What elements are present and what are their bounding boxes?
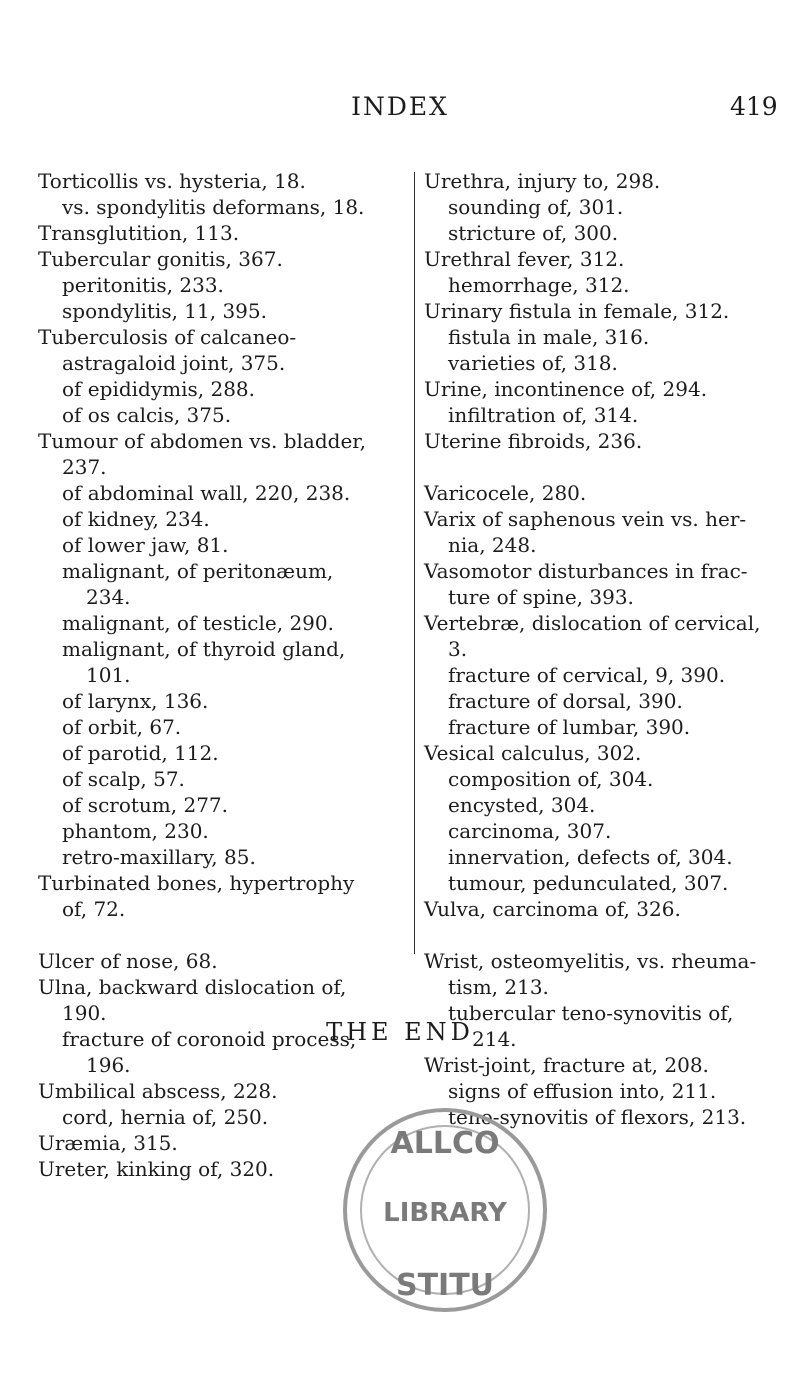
index-subentry: infiltration of, 314. <box>448 403 639 427</box>
stamp-middle-text: LIBRARY <box>383 1198 507 1228</box>
index-entry: Urethral fever, 312. <box>424 247 625 271</box>
index-entry: Tumour of abdomen vs. bladder, 237. <box>38 429 366 479</box>
index-entry: Urinary fistula in female, 312. <box>424 299 730 323</box>
index-subentry: sounding of, 301. <box>448 195 624 219</box>
index-subentry: of scrotum, 277. <box>62 793 228 817</box>
the-end-text: THE END <box>326 1018 474 1046</box>
index-subentry: of lower jaw, 81. <box>62 533 229 557</box>
index-subentry: hemorrhage, 312. <box>448 273 630 297</box>
index-entry: Varicocele, 280. <box>424 481 587 505</box>
index-entry: Uterine fibroids, 236. <box>424 429 643 453</box>
index-subentry: encysted, 304. <box>448 793 596 817</box>
index-entry: Tuberculosis of calcaneo-astragaloid joint, 375. <box>38 325 297 375</box>
index-entry: Ulcer of nose, 68. <box>38 949 218 973</box>
index-subentry: phantom, 230. <box>62 819 209 843</box>
index-subentry: fracture of coronoid process, 196. <box>62 1027 357 1077</box>
index-subentry: malignant, of peritonæum, 234. <box>62 559 334 609</box>
index-subentry: composition of, 304. <box>448 767 654 791</box>
index-entry: Torticollis vs. hysteria, 18. <box>38 169 306 193</box>
index-subentry: tumour, pedunculated, 307. <box>448 871 729 895</box>
index-list-right <box>424 168 764 1130</box>
index-entry: Wrist-joint, fracture at, 208. <box>424 1053 709 1077</box>
index-entry: Turbinated bones, hypertrophy of, 72. <box>38 871 355 921</box>
library-stamp <box>330 1095 560 1325</box>
index-subentry: carcinoma, 307. <box>448 819 612 843</box>
index-entry: Vasomotor disturbances in fracture of spine, 393. <box>424 559 748 609</box>
index-subentry: peritonitis, 233. <box>62 273 224 297</box>
index-subentry: fracture of lumbar, 390. <box>448 715 691 739</box>
index-subentry: of orbit, 67. <box>62 715 182 739</box>
index-entry: Transglutition, 113. <box>38 221 240 245</box>
index-subentry: of scalp, 57. <box>62 767 185 791</box>
index-subentry: stricture of, 300. <box>448 221 619 245</box>
index-entry: Umbilical abscess, 228. <box>38 1079 278 1103</box>
index-subentry: of os calcis, 375. <box>62 403 232 427</box>
index-subentry: cord, hernia of, 250. <box>62 1105 269 1129</box>
index-entry: Wrist, osteomyelitis, vs. rheumatism, 213. <box>424 949 757 999</box>
stamp-top-text: ALLCO <box>390 1126 500 1161</box>
index-subentry: of kidney, 234. <box>62 507 210 531</box>
index-subentry: of larynx, 136. <box>62 689 209 713</box>
column-divider <box>414 172 415 954</box>
index-subentry: malignant, of thyroid gland, 101. <box>62 637 346 687</box>
index-subentry: of abdominal wall, 220, 238. <box>62 481 351 505</box>
index-entry: Ulna, backward dislocation of, 190. <box>38 975 347 1025</box>
index-subentry: vs. spondylitis deformans, 18. <box>62 195 365 219</box>
index-entry: Vulva, carcinoma of, 326. <box>424 897 681 921</box>
page-title: INDEX <box>351 92 449 121</box>
index-subentry: signs of effusion into, 211. <box>448 1079 717 1103</box>
index-subentry: fracture of dorsal, 390. <box>448 689 683 713</box>
index-subentry: varieties of, 318. <box>448 351 618 375</box>
index-subentry: fistula in male, 316. <box>448 325 650 349</box>
page-number: 419 <box>730 92 778 121</box>
index-entry: Urethra, injury to, 298. <box>424 169 661 193</box>
index-entry: Ureter, kinking of, 320. <box>38 1157 275 1181</box>
index-subentry: spondylitis, 11, 395. <box>62 299 267 323</box>
index-entry: Uræmia, 315. <box>38 1131 178 1155</box>
index-subentry: innervation, defects of, 304. <box>448 845 733 869</box>
index-column-right <box>424 168 764 1130</box>
index-entry: Vertebræ, dislocation of cervical, 3. <box>424 611 761 661</box>
index-subentry: malignant, of testicle, 290. <box>62 611 334 635</box>
stamp-bottom-text: STITU <box>395 1268 495 1303</box>
index-subentry: retro-maxillary, 85. <box>62 845 256 869</box>
index-entry: Urine, incontinence of, 294. <box>424 377 708 401</box>
index-subentry: of parotid, 112. <box>62 741 219 765</box>
index-entry: Tubercular gonitis, 367. <box>38 247 283 271</box>
index-subentry: of epididymis, 288. <box>62 377 256 401</box>
index-subentry: teno-synovitis of flexors, 213. <box>448 1105 747 1129</box>
page-header <box>0 92 800 132</box>
index-entry: Vesical calculus, 302. <box>424 741 642 765</box>
library-stamp-seal <box>330 1095 560 1325</box>
index-subentry: fracture of cervical, 9, 390. <box>448 663 726 687</box>
index-subentry: tubercular teno-synovitis of, 214. <box>448 1001 734 1051</box>
index-entry: Varix of saphenous vein vs. hernia, 248. <box>424 507 747 557</box>
